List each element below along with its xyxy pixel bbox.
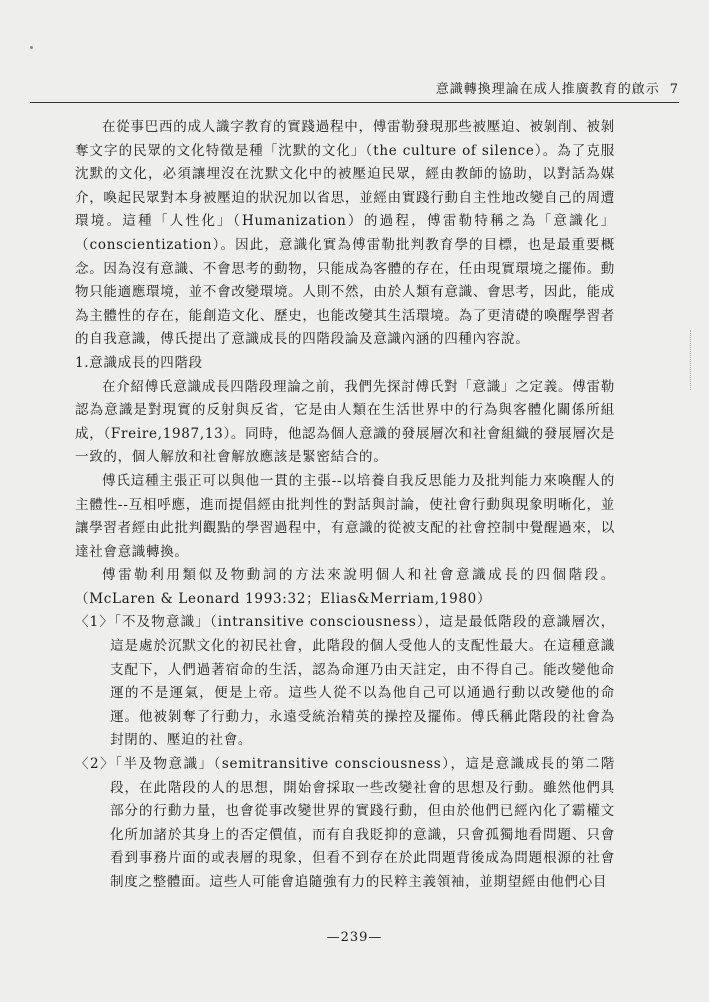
- footer-page-number: —239—: [326, 930, 383, 945]
- scan-speck: [30, 46, 33, 49]
- running-header: [30, 80, 679, 103]
- paragraph-argument: 傅氏這種主張正可以與他一貫的主張--以培養自我反思能力及批判能力來喚醒人的主體性--互相呼應，進而提倡經由批判性的對話與討論，使社會行動與現象明晰化，並讓學習者經由此批判觀點的學習過程中，有意識的從被支配的社會控制中覺醒過來，以達社會意識轉換。: [75, 472, 615, 560]
- section-heading: 1.意識成長的四階段: [75, 354, 203, 371]
- running-title: 意識轉換理論在成人推廣教育的啟示: [435, 82, 660, 97]
- list-item-stage-2: 〈2〉「半及物意識」（semitransitive consciousness），這是意識成長的第二階段，在此階段的人的思想，開始會採取一些改變社會的思想及行動。雖然他們具部分的行動力量，也會從事改變世界的實踐行動，但由於他們已經內化了霸權文化所加諸於其身上的否定價值，而有自我貶抑的意識，只會孤獨地看問題、只會看到事務片面的或表層的現象，但看不到存在於此問題背後成為問題根源的社會制度之整體面。這些人可能會追隨強有力的民粹主義領袖，並期望經由他們心目: [75, 756, 615, 890]
- margin-scan-marks: [690, 330, 692, 390]
- paragraph-definition: 在介紹傅氏意識成長四階段理論之前，我們先探討傅氏對「意識」之定義。傅雷勒認為意識是對現實的反射與反省，它是由人類在生活世界中的行為與客體化關係所組成，（Freire,1987,13）。同時，他認為個人意識的發展層次和社會組織的發展層次是一致的，個人解放和社會解放應該是緊密結合的。: [75, 378, 615, 466]
- header-page-number: 7: [669, 82, 679, 97]
- main-text: [75, 116, 615, 895]
- paragraph-intro: 在從事巴西的成人識字教育的實踐過程中，傅雷勒發現那些被壓迫、被剝削、被剝奪文字的民眾的文化特徵是種「沈默的文化」（the culture of silence）。為了克服沈默的文化，必須讓埋沒在沈默文化中的被壓迫民眾，經由教師的協助，以對話為媒介，喚起民眾對本身被壓迫的狀況加以省思，並經由實踐行動自主性地改變自己的周遭環境。這種「人性化」（Humanization）的過程，傅雷勒特稱之為「意識化」（conscientization）。因此，意識化實為傅雷勒批判教育學的目標，也是最重要概念。因為沒有意識、不會思考的動物，只能成為客體的存在，任由現實環境之擺佈。動物只能適應環境，並不會改變環境。人則不然，由於人類有意識、會思考，因此，能成為主體性的存在，能創造文化、歷史，也能改變其生活環境。為了更清礎的喚醒學習者的自我意識，傅氏提出了意識成長的四階段論及意識內涵的四種內容說。: [75, 119, 615, 348]
- paragraph-stages-intro: 傅雷勒利用類似及物動詞的方法來說明個人和社會意識成長的四個階段。（McLaren & Leonard 1993:32；Elias&Merriam,1980）: [75, 567, 615, 607]
- list-item-stage-1: 〈1〉「不及物意識」（intransitive consciousness），這是最低階段的意識層次，這是處於沉默文化的初民社會，此階段的個人受他人的支配性最大。在這種意識支配下，人們過著宿命的生活，認為命運乃由天註定，由不得自己。能改變他命運的不是運氣，便是上帝。這些人從不以為他自己可以通過行動以改變他的命運。他被剝奪了行動力，永遠受統治精英的操控及擺佈。傅氏稱此階段的社會為封閉的、壓迫的社會。: [75, 614, 615, 749]
